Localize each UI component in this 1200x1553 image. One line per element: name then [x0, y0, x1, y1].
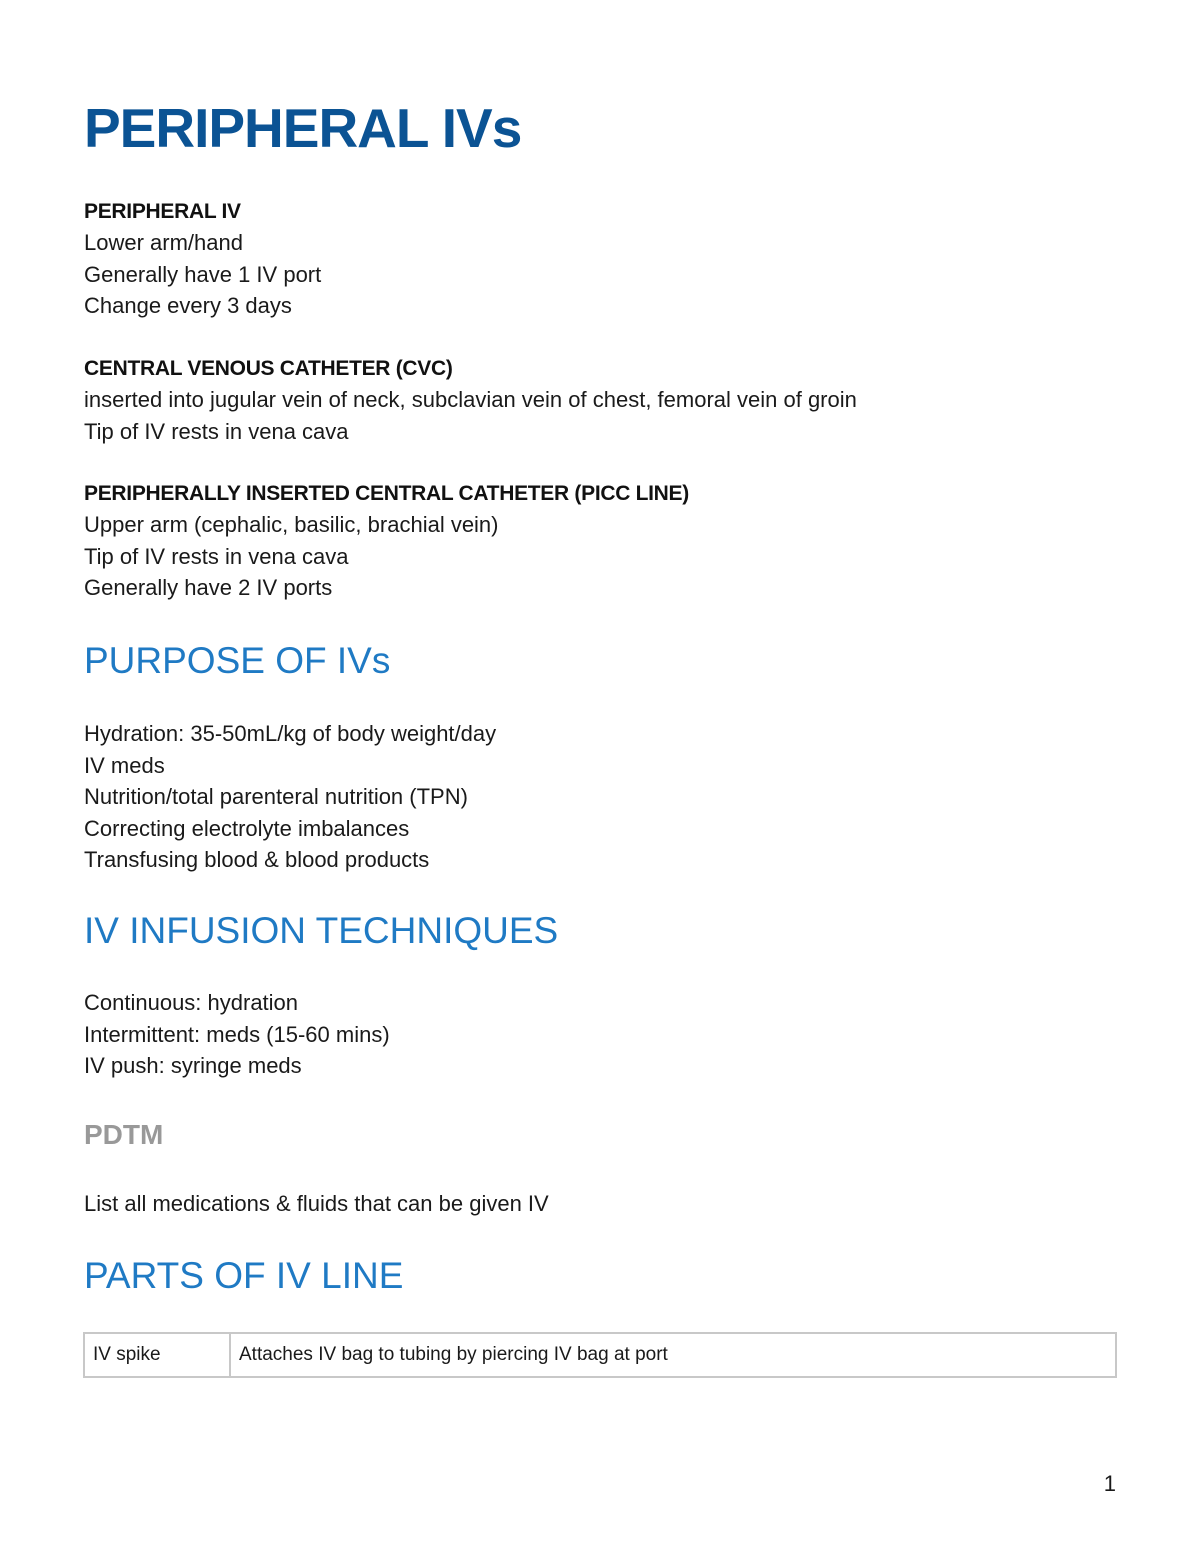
picc-heading: PERIPHERALLY INSERTED CENTRAL CATHETER (PICC LINE)	[84, 482, 689, 505]
picc-section	[84, 478, 689, 604]
part-description: Attaches IV bag to tubing by piercing IV bag at port	[230, 1333, 1116, 1377]
pdtm-heading: PDTM	[84, 1119, 164, 1150]
purpose-line: Correcting electrolyte imbalances	[84, 815, 410, 841]
cvc-line: inserted into jugular vein of neck, subclavian vein of chest, femoral vein of groin	[84, 387, 857, 412]
table-row	[84, 1333, 1116, 1377]
pdtm-list	[84, 1188, 549, 1220]
peripheral-iv-line: Change every 3 days	[84, 293, 292, 318]
techniques-list	[84, 987, 390, 1082]
peripheral-iv-heading: PERIPHERAL IV	[84, 200, 241, 223]
purpose-line: Nutrition/total parenteral nutrition (TPN)	[84, 784, 468, 809]
purpose-line: IV meds	[84, 752, 165, 778]
pdtm-line: List all medications & fluids that can be given IV	[84, 1191, 549, 1216]
peripheral-iv-line: Lower arm/hand	[84, 230, 243, 255]
cvc-section	[84, 353, 857, 447]
purpose-line: Transfusing blood & blood products	[84, 847, 430, 872]
peripheral-iv-line: Generally have 1 IV port	[84, 261, 322, 287]
technique-line: Continuous: hydration	[84, 990, 299, 1015]
technique-line: Intermittent: meds (15-60 mins)	[84, 1021, 390, 1047]
purpose-heading: PURPOSE OF IVs	[84, 640, 391, 681]
purpose-line: Hydration: 35-50mL/kg of body weight/day	[84, 721, 497, 746]
page-title: PERIPHERAL IVs	[84, 97, 522, 159]
cvc-line: Tip of IV rests in vena cava	[84, 418, 349, 444]
picc-line: Tip of IV rests in vena cava	[84, 543, 349, 569]
picc-line: Generally have 2 IV ports	[84, 575, 333, 600]
peripheral-iv-section	[84, 196, 321, 322]
page-number: 1	[1103, 1471, 1116, 1496]
parts-table	[83, 1332, 1117, 1378]
technique-line: IV push: syringe meds	[84, 1053, 302, 1078]
cvc-heading: CENTRAL VENOUS CATHETER (CVC)	[84, 357, 453, 380]
purpose-list	[84, 718, 496, 876]
part-term: IV spike	[84, 1333, 230, 1377]
techniques-heading: IV INFUSION TECHNIQUES	[84, 910, 559, 951]
picc-line: Upper arm (cephalic, basilic, brachial vein)	[84, 512, 499, 537]
parts-heading: PARTS OF IV LINE	[84, 1255, 404, 1296]
